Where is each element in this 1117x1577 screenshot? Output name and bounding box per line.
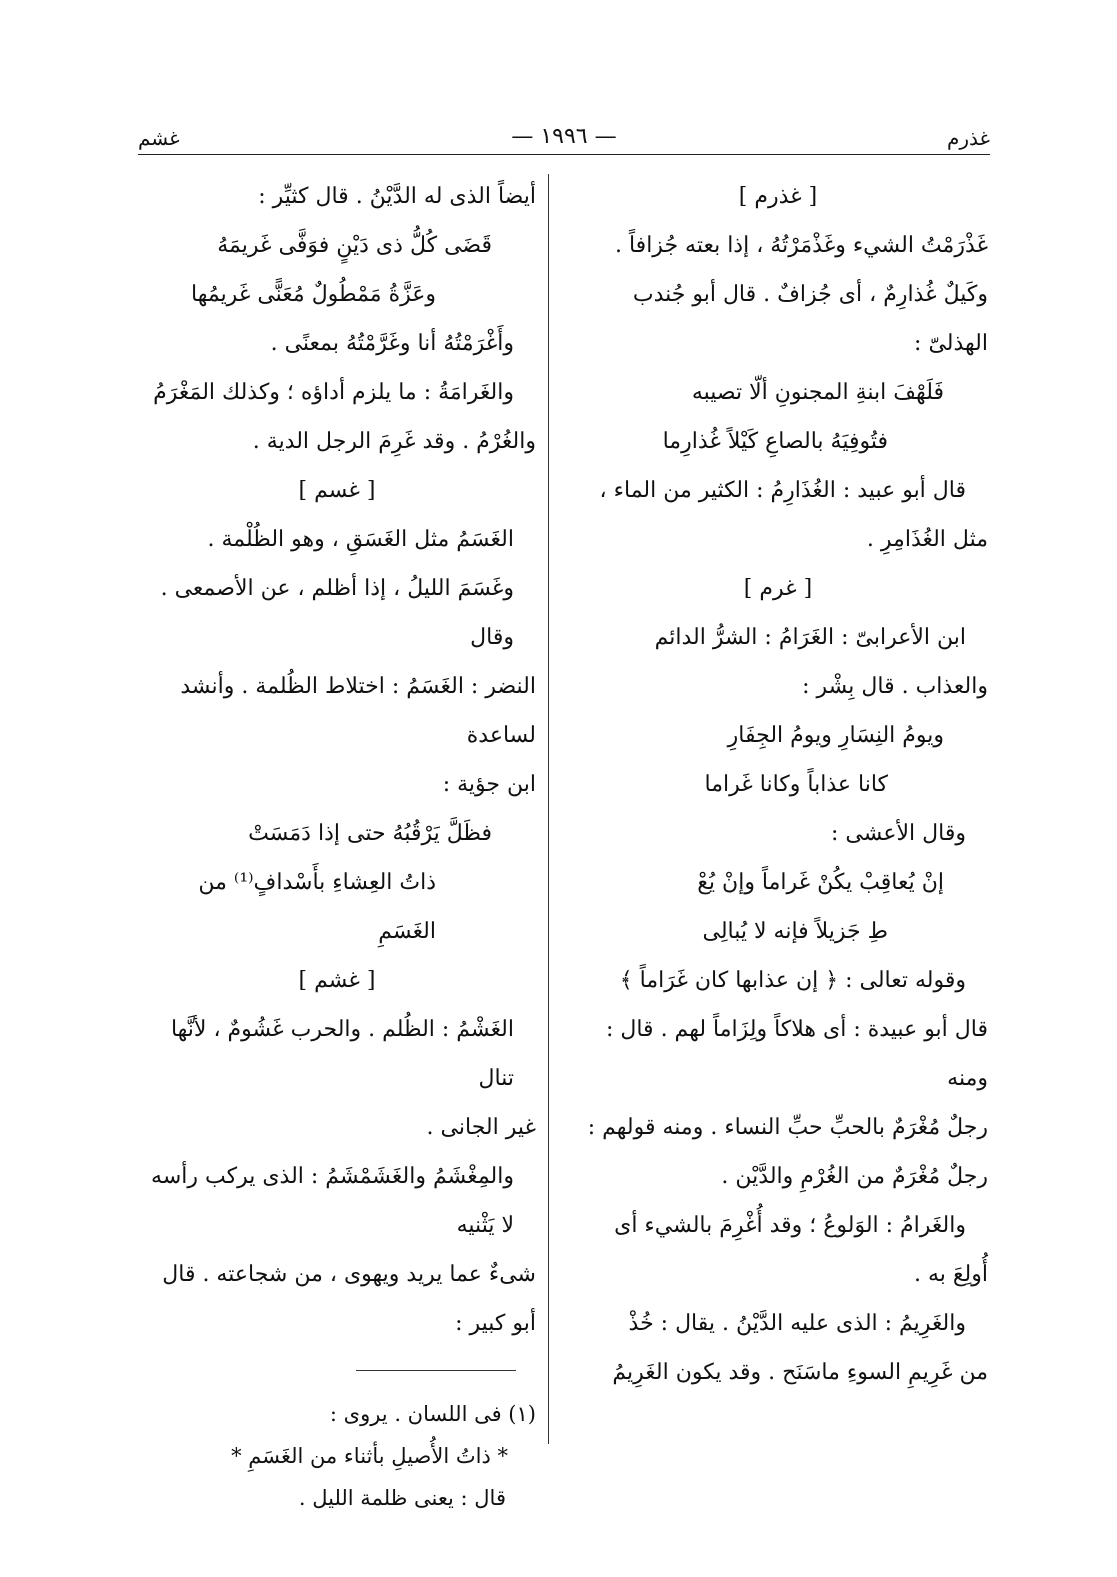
verse-line: فتُوفِيَهُ بالصاعِ كَيْلاً غُذارِما — [662, 429, 888, 454]
text-line: أيضاً الذى له الدَّيْنُ . قال كثيِّر : — [258, 184, 536, 209]
entry-heading: [ غشم ] — [298, 968, 376, 993]
header-left-keyword: غشم — [138, 126, 180, 150]
verse-line: ذاتُ العِشاءِ بأَسْدافٍ⁽¹⁾ من الغَسَمِ — [198, 870, 436, 944]
text-line: رجلٌ مُغْرَمٌ بالحبِّ حبِّ النساء . ومنه قولهم : — [587, 1115, 988, 1140]
text-line: وغَسَمَ الليلُ ، إذا أظلم ، عن الأصمعى . وقال — [160, 576, 514, 650]
verse-line: ويومُ النِسَارِ ويومُ الجِفَارِ — [727, 723, 944, 748]
text-line: والغَرِيمُ : الذى عليه الدَّيْنُ . يقال : خُذْ — [628, 1311, 966, 1336]
text-line: غير الجانى . — [426, 1115, 536, 1140]
text-line: من غَرِيمِ السوءِ ماسَنَح . وقد يكون الغَرِيمُ — [612, 1360, 988, 1385]
text-line: قال أبو عبيد : الغُذَارِمُ : الكثير من الماء ، — [599, 478, 966, 503]
text-line: ابن جؤية : — [442, 772, 536, 797]
footnote — [138, 1393, 536, 1519]
footnote-verse: * ذاتُ الأُصيلِ بأثناء من الغَسَمِ * — [231, 1444, 508, 1468]
text-line: وكَيلٌ غُذارِمٌ ، أى جُزافٌ . قال أبو جُندب — [632, 282, 988, 307]
column-divider — [548, 174, 549, 1444]
entry-heading: [ غسم ] — [298, 478, 376, 503]
verse-line: إنْ يُعاقِبْ يكُنْ غَراماً وإنْ يُعْ — [697, 870, 944, 895]
page-header — [138, 120, 990, 155]
text-line: الغَسَمُ مثل الغَسَقِ ، وهو الظُلْمة . — [207, 527, 514, 552]
verse-line: كانا عذاباً وكانا غَراما — [704, 772, 888, 797]
verse-line: طِ جَزيلاً فإنه لا يُبالِى — [702, 919, 888, 944]
text-line: وأَغْرَمْتُهُ أنا وغَرَّمْتُهُ بمعنًى . — [270, 331, 514, 356]
text-line: وقال الأعشى : — [831, 821, 966, 846]
text-line: شىءٌ عما يريد ويهوى ، من شجاعته . قال — [162, 1262, 536, 1287]
text-line: رجلٌ مُغْرَمٌ من الغُرْمِ والدَّيْن . — [721, 1164, 988, 1189]
text-line: الغَشْمُ : الظُلم . والحرب غَشُومٌ ، لأنَّها تنال — [170, 1017, 514, 1091]
text-line: أُولِعَ به . — [913, 1262, 988, 1287]
verse-line: فظَلَّ يَرْقُبُهُ حتى إذا دَمَسَتْ — [248, 821, 492, 846]
verse-line: وعَزَّةُ مَمْطُولٌ مُعَنًّى غَريمُها — [191, 282, 436, 307]
text-line: ابن الأعرابىّ : الغَرَامُ : الشرُّ الدائم — [654, 625, 966, 650]
text-line: أبو كبير : — [455, 1311, 536, 1336]
text-line: قال أبو عبيدة : أى هلاكاً ولِزَاماً لهم . قال : ومنه — [605, 1017, 988, 1091]
text-line: والعذاب . قال بِشْر : — [802, 674, 988, 699]
footnote-line: (١) فى اللسان . يروى : — [329, 1402, 536, 1426]
left-column-body — [138, 172, 536, 1348]
text-line: والغُرْمُ . وقد غَرِمَ الرجل الدية . — [252, 429, 536, 454]
footnote-separator — [356, 1370, 516, 1371]
text-line: والغَرامَةُ : ما يلزم أداؤه ؛ وكذلك المَغْرَمُ — [153, 380, 514, 405]
verse-line: فَلَهْفَ ابنةِ المجنونِ ألّا تصيبه — [691, 380, 944, 405]
page-number: — ١٩٩٦ — — [511, 124, 617, 149]
footnote-line: قال : يعنى ظلمة الليل . — [298, 1486, 506, 1510]
entry-heading: [ غذرم ] — [738, 184, 818, 209]
text-line: والغَرامُ : الوَلوعُ ؛ وقد أُغْرِمَ بالشيء أى — [614, 1213, 966, 1238]
right-column — [568, 172, 988, 1397]
text-line: غَذْرَمْتُ الشيء وغَذْمَرْتُهُ ، إذا بعته جُزافاً . — [614, 233, 988, 258]
text-line: النضر : الغَسَمُ : اختلاط الظُلمة . وأنشد لساعدة — [180, 674, 536, 748]
text-line: وقوله تعالى : ﴿ إن عذابها كان غَرَاماً ﴾ — [619, 968, 966, 993]
entry-heading: [ غرم ] — [743, 576, 813, 601]
text-line: مثل الغُذَامِرِ . — [866, 527, 988, 552]
left-column — [138, 172, 536, 1519]
header-right-keyword: غذرم — [947, 126, 990, 150]
verse-line: قَضَى كُلُّ ذى دَيْنٍ فوَفَّى غَريمَهُ — [217, 233, 492, 258]
text-line: الهذلىّ : — [914, 331, 988, 356]
text-line: والمِغْشَمُ والغَشَمْشَمُ : الذى يركب رأسه لا يَثْنيه — [151, 1164, 514, 1238]
